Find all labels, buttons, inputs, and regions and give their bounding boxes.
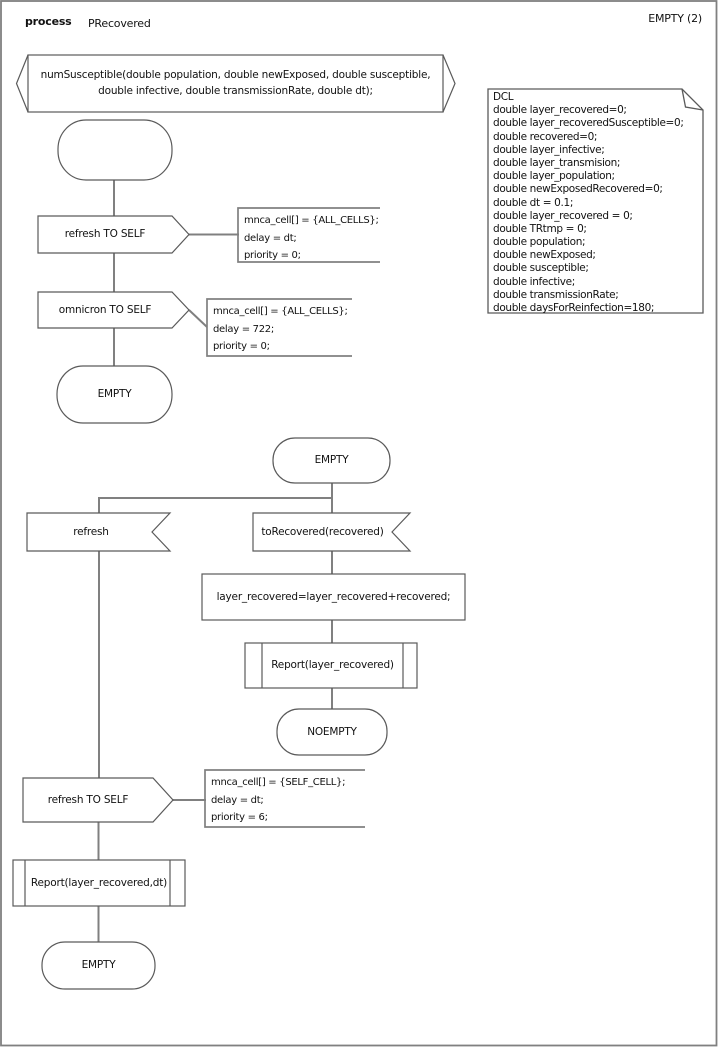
- comment-line: mnca_cell[] = {ALL_CELLS};: [213, 306, 348, 317]
- signature-left-cap: [17, 55, 29, 112]
- signature-text: [30, 58, 441, 108]
- signature-line2: double infective, double transmissionRate, double dt);: [98, 85, 373, 97]
- dcl-line: double layer_population;: [493, 170, 615, 183]
- comment-line: priority = 6;: [211, 812, 268, 824]
- output-refresh-self-label: refresh TO SELF: [47, 793, 129, 806]
- process-kind-label: process: [25, 15, 72, 28]
- dcl-line: double recovered=0;: [493, 130, 598, 143]
- signature-line1: numSusceptible(double population, double newExposed, double susceptible,: [40, 69, 431, 81]
- dcl-line: double population;: [493, 236, 586, 249]
- input-torecovered-label: toRecovered(recovered): [261, 525, 384, 538]
- comment-line: delay = dt;: [211, 794, 264, 806]
- connector-output2-comment: [189, 310, 207, 327]
- dcl-line: double layer_recoveredSusceptible=0;: [493, 117, 684, 130]
- state-empty1-label: EMPTY: [97, 388, 132, 400]
- start-state-shape: [58, 120, 172, 180]
- dcl-line: double newExposedRecovered=0;: [493, 183, 663, 196]
- dcl-line: double susceptible;: [493, 262, 589, 275]
- call-report-dt-label: Report(layer_recovered,dt): [30, 876, 168, 889]
- dcl-line: DCL: [493, 91, 514, 103]
- comment-refresh-text: [244, 212, 379, 265]
- comment-line: mnca_cell[] = {ALL_CELLS};: [244, 215, 379, 226]
- process-name-label: PRecovered: [88, 17, 151, 30]
- comment-line: mnca_cell[] = {SELF_CELL};: [211, 777, 346, 788]
- dcl-text: [493, 91, 701, 315]
- comment-line: delay = 722;: [213, 323, 274, 335]
- output-omnicron-label: omnicron TO SELF: [58, 303, 152, 316]
- task-accumulate-label: layer_recovered=layer_recovered+recovered;: [216, 590, 451, 603]
- dcl-line: double infective;: [493, 275, 575, 288]
- dcl-line: double layer_transmision;: [493, 156, 621, 169]
- state-noempty-label: NOEMPTY: [307, 725, 357, 738]
- dcl-line: double layer_recovered=0;: [493, 104, 627, 117]
- dcl-line: double TRtmp = 0;: [493, 222, 587, 235]
- state-empty3-label: EMPTY: [81, 959, 116, 971]
- dcl-line: double daysForReinfection=180;: [493, 302, 655, 314]
- dcl-line: double newExposed;: [493, 249, 596, 262]
- dcl-line: double transmissionRate;: [493, 288, 619, 301]
- comment-line: priority = 0;: [213, 341, 270, 353]
- signature-right-cap: [443, 55, 455, 112]
- connector-branch: [99, 483, 332, 514]
- state-empty2-label: EMPTY: [314, 454, 349, 466]
- output-refresh-label: refresh TO SELF: [64, 228, 146, 240]
- dcl-line: double layer_recovered = 0;: [493, 209, 633, 222]
- input-refresh-label: refresh: [73, 525, 109, 538]
- call-report-label: Report(layer_recovered): [271, 659, 394, 671]
- page-ref-label: EMPTY (2): [648, 12, 702, 25]
- comment-line: delay = dt;: [244, 232, 297, 244]
- comment-omnicron-text: [213, 303, 348, 356]
- dcl-line: double layer_infective;: [493, 143, 605, 156]
- comment-line: priority = 0;: [244, 250, 301, 262]
- comment-refresh-self-text: [211, 774, 345, 827]
- dcl-line: double dt = 0.1;: [493, 196, 574, 209]
